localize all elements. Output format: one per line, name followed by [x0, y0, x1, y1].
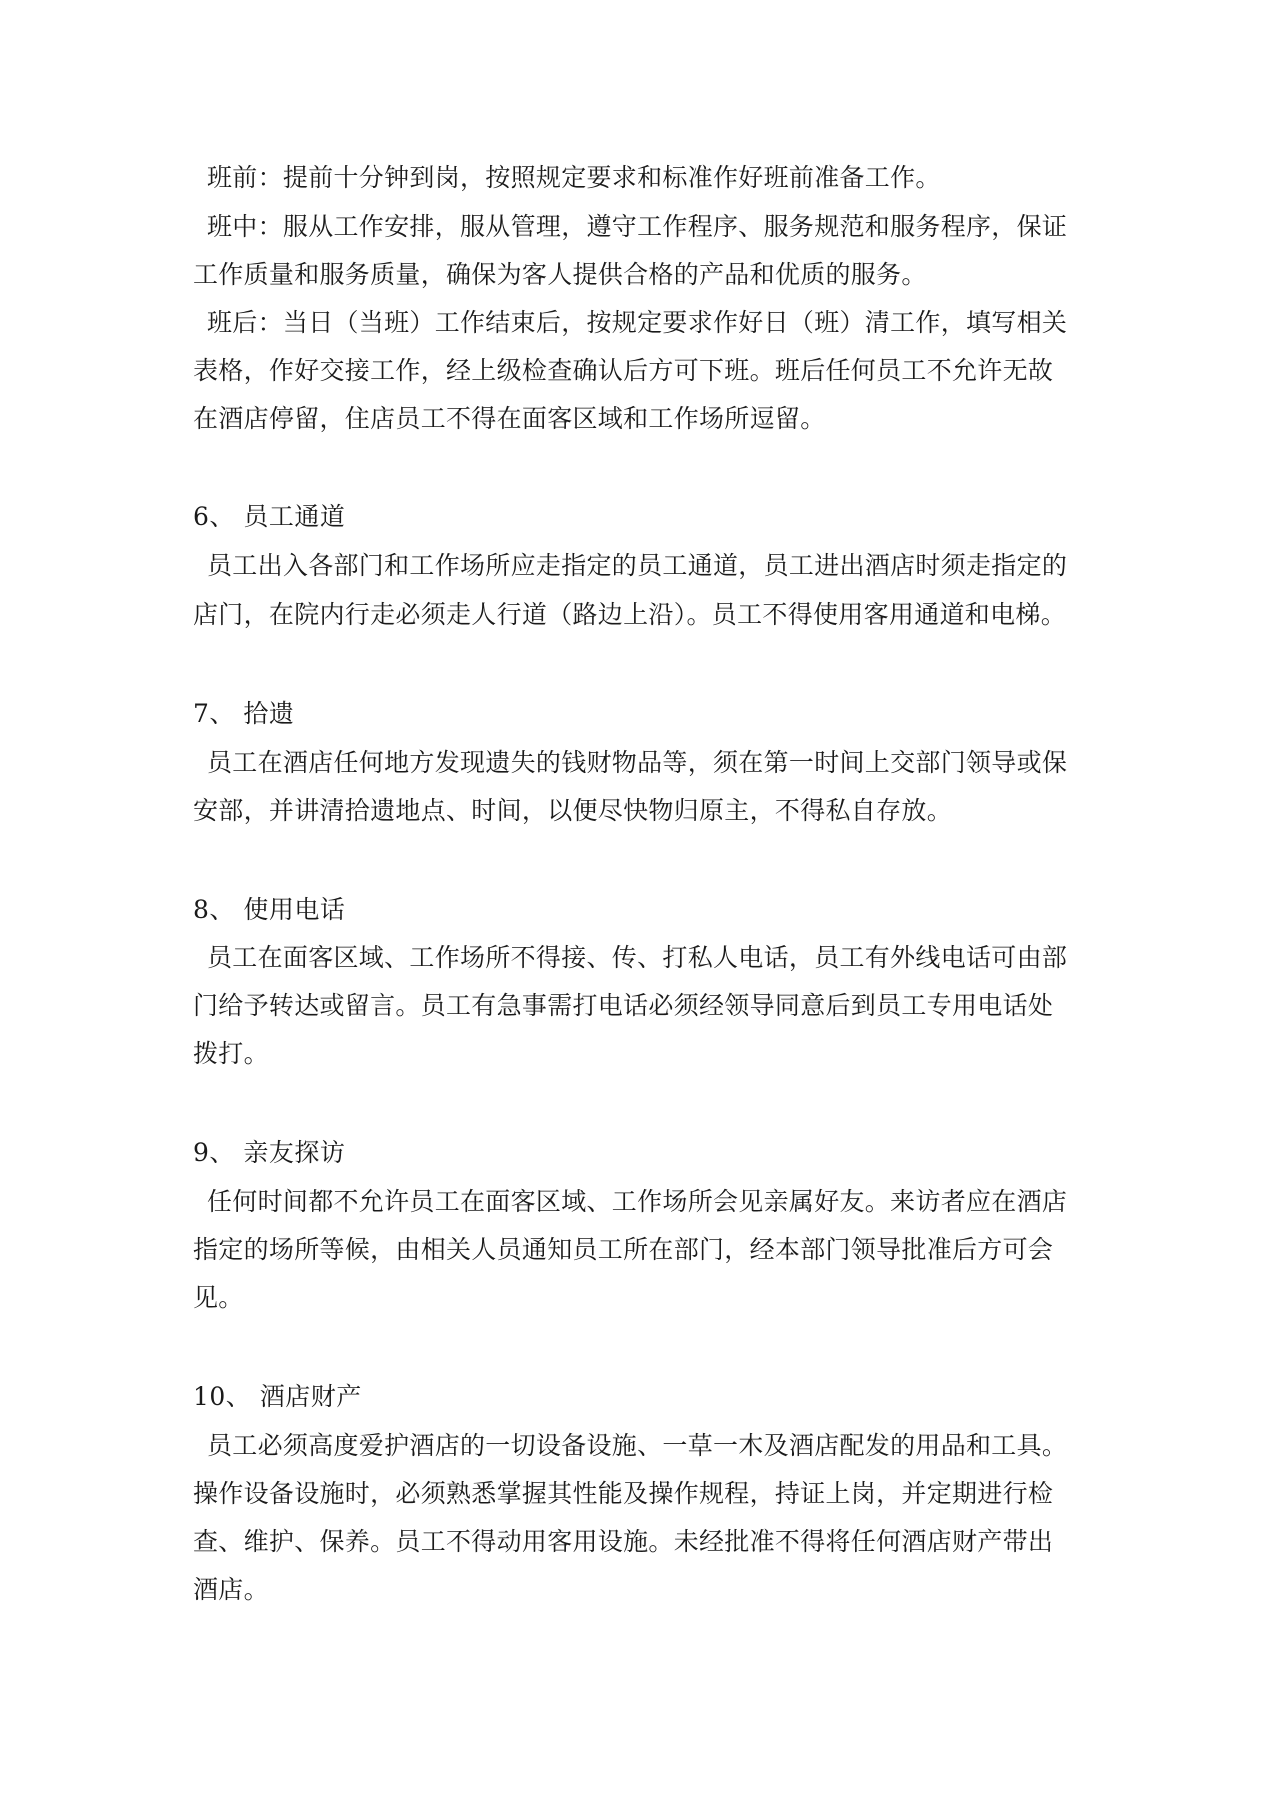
paragraph-line: 操作设备设施时，必须熟悉掌握其性能及操作规程，持证上岗，并定期进行检: [193, 1479, 1054, 1508]
paragraph-line: 表格，作好交接工作，经上级检查确认后方可下班。班后任何员工不允许无故: [193, 356, 1054, 385]
paragraph-line: 员工出入各部门和工作场所应走指定的员工通道，员工进出酒店时须走指定的: [207, 551, 1068, 580]
section-heading: 9、 亲友探访: [193, 1138, 346, 1167]
paragraph-line: 店门，在院内行走必须走人行道（路边上沿）。员工不得使用客用通道和电梯。: [193, 600, 1067, 629]
paragraph-line: 班中：服从工作安排，服从管理，遵守工作程序、服务规范和服务程序，保证: [207, 212, 1068, 241]
paragraph-line: 指定的场所等候，由相关人员通知员工所在部门，经本部门领导批准后方可会: [193, 1235, 1054, 1264]
paragraph-line: 在酒店停留，住店员工不得在面客区域和工作场所逗留。: [193, 404, 826, 433]
paragraph-line: 任何时间都不允许员工在面客区域、工作场所会见亲属好友。来访者应在酒店: [207, 1187, 1068, 1216]
paragraph-line: 查、维护、保养。员工不得动用客用设施。未经批准不得将任何酒店财产带出: [193, 1527, 1054, 1556]
paragraph-line: 安部，并讲清拾遗地点、时间，以便尽快物归原主，不得私自存放。: [193, 796, 953, 825]
paragraph-line: 班后：当日（当班）工作结束后，按规定要求作好日（班）清工作，填写相关: [207, 308, 1068, 337]
paragraph-line: 见。: [193, 1283, 244, 1312]
paragraph-line: 员工在面客区域、工作场所不得接、传、打私人电话，员工有外线电话可由部: [207, 943, 1068, 972]
section-heading: 8、 使用电话: [193, 895, 346, 924]
section-heading: 10、 酒店财产: [193, 1382, 362, 1411]
paragraph-line: 酒店。: [193, 1575, 269, 1604]
paragraph-line: 工作质量和服务质量，确保为客人提供合格的产品和优质的服务。: [193, 260, 927, 289]
section-heading: 7、 拾遗: [193, 699, 295, 728]
paragraph-line: 班前：提前十分钟到岗，按照规定要求和标准作好班前准备工作。: [207, 163, 941, 192]
paragraph-line: 拨打。: [193, 1039, 269, 1068]
section-heading: 6、 员工通道: [193, 502, 346, 531]
paragraph-line: 门给予转达或留言。员工有急事需打电话必须经领导同意后到员工专用电话处: [193, 991, 1054, 1020]
paragraph-line: 员工必须高度爱护酒店的一切设备设施、一草一木及酒店配发的用品和工具。: [207, 1431, 1068, 1460]
paragraph-line: 员工在酒店任何地方发现遗失的钱财物品等，须在第一时间上交部门领导或保: [207, 748, 1068, 777]
